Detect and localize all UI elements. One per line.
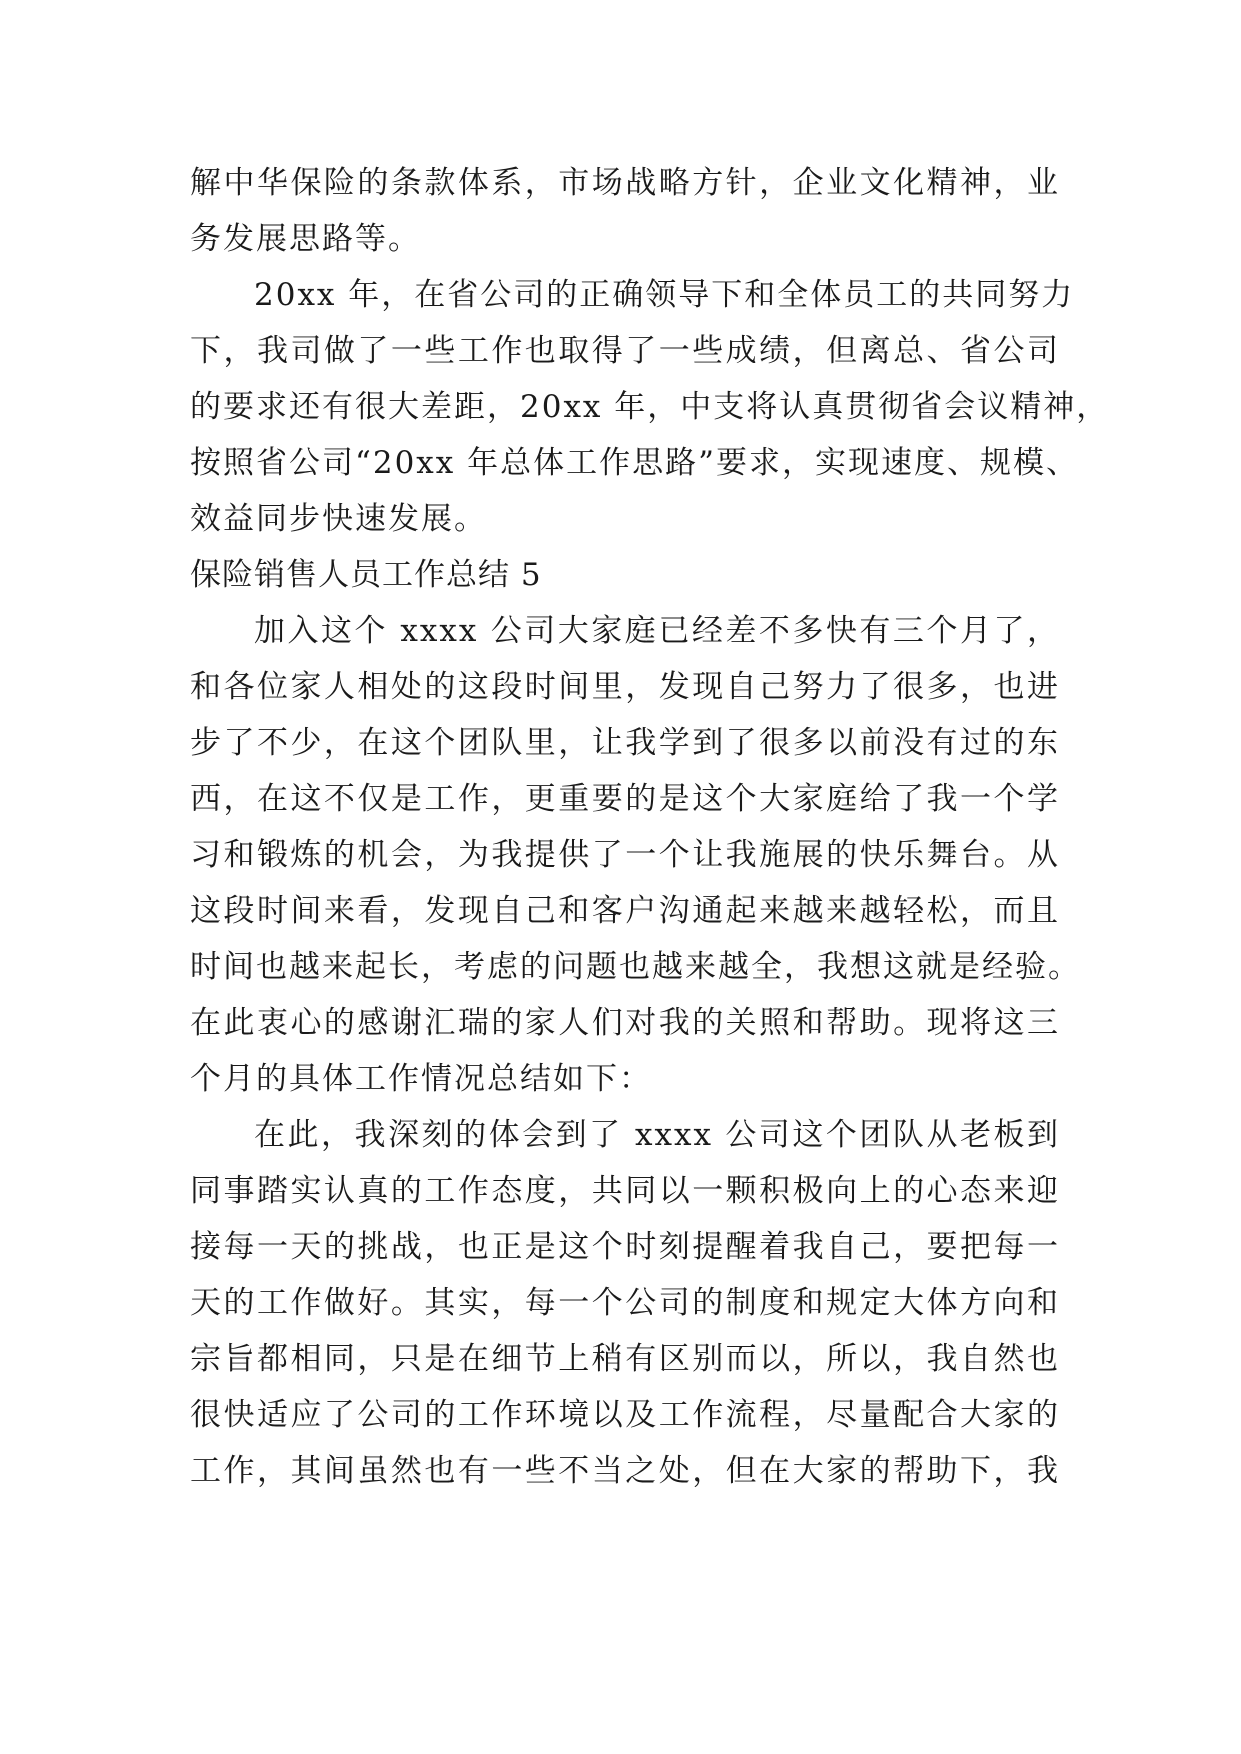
- paragraph-line: 20xx 年，在省公司的正确领导下和全体员工的共同努力: [254, 277, 1075, 313]
- section-heading: 保险销售人员工作总结 5: [190, 557, 542, 593]
- paragraph-line: 解中华保险的条款体系，市场战略方针，企业文化精神，业: [190, 165, 1060, 201]
- paragraph-line: 效益同步快速发展。: [190, 501, 487, 537]
- paragraph-line: 加入这个 xxxx 公司大家庭已经差不多快有三个月了，: [254, 613, 1060, 649]
- paragraph-line: 这段时间来看，发现自己和客户沟通起来越来越轻松，而且: [190, 893, 1060, 929]
- paragraph-line: 步了不少，在这个团队里，让我学到了很多以前没有过的东: [190, 725, 1060, 761]
- paragraph-line: 工作，其间虽然也有一些不当之处，但在大家的帮助下，我: [190, 1453, 1060, 1489]
- paragraph-line: 接每一天的挑战，也正是这个时刻提醒着我自己，要把每一: [190, 1229, 1060, 1265]
- paragraph-line: 在此衷心的感谢汇瑞的家人们对我的关照和帮助。现将这三: [190, 1005, 1060, 1041]
- paragraph-line: 和各位家人相处的这段时间里，发现自己努力了很多，也进: [190, 669, 1060, 705]
- paragraph-line: 在此，我深刻的体会到了 xxxx 公司这个团队从老板到: [254, 1117, 1060, 1153]
- paragraph-line: 时间也越来起长，考虑的问题也越来越全，我想这就是经验。: [190, 949, 1081, 985]
- paragraph-line: 很快适应了公司的工作环境以及工作流程，尽量配合大家的: [190, 1397, 1060, 1433]
- paragraph-line: 天的工作做好。其实，每一个公司的制度和规定大体方向和: [190, 1285, 1060, 1321]
- paragraph-line: 按照省公司“20xx 年总体工作思路”要求，实现速度、规模、: [190, 445, 1079, 481]
- paragraph-line: 宗旨都相同，只是在细节上稍有区别而以，所以，我自然也: [190, 1341, 1060, 1377]
- paragraph-line: 的要求还有很大差距，20xx 年，中支将认真贯彻省会议精神，: [190, 389, 1110, 425]
- document-body: [190, 155, 1110, 1499]
- paragraph-line: 务发展思路等。: [190, 221, 421, 257]
- paragraph-line: 个月的具体工作情况总结如下：: [190, 1061, 652, 1097]
- paragraph-line: 下，我司做了一些工作也取得了一些成绩，但离总、省公司: [190, 333, 1060, 369]
- paragraph-line: 同事踏实认真的工作态度，共同以一颗积极向上的心态来迎: [190, 1173, 1060, 1209]
- paragraph-line: 西，在这不仅是工作，更重要的是这个大家庭给了我一个学: [190, 781, 1060, 817]
- paragraph-line: 习和锻炼的机会，为我提供了一个让我施展的快乐舞台。从: [190, 837, 1060, 873]
